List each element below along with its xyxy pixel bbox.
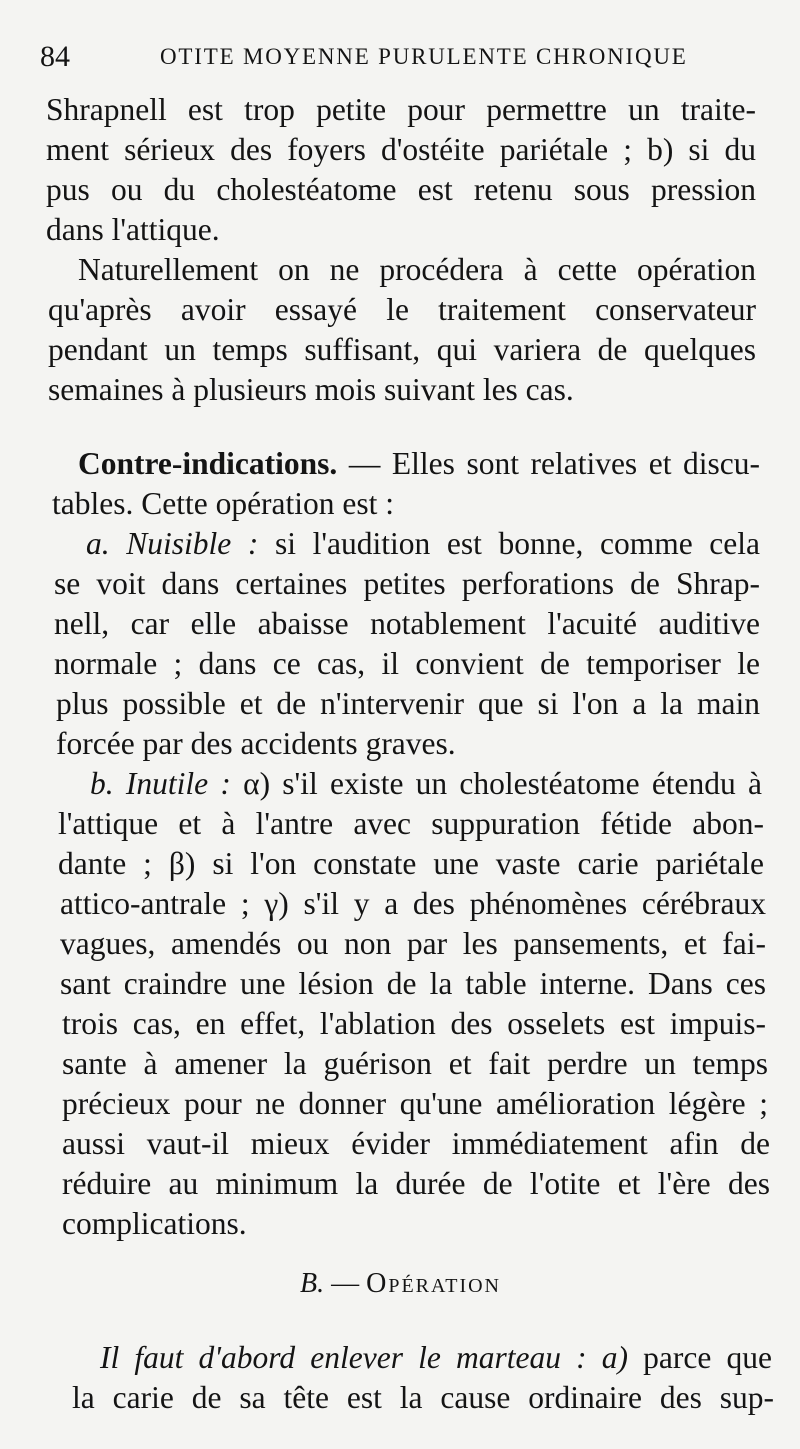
text-span: α) s'il existe un cholestéatome étendu à xyxy=(230,766,763,801)
subheading: Contre-indications. xyxy=(78,446,338,481)
text-line: tables. Cette opération est : xyxy=(52,486,395,521)
text-line: ment sérieux des foyers d'ostéite pariétale ; b) si du xyxy=(46,132,756,167)
text-line: dans l'attique. xyxy=(46,212,220,247)
text-line xyxy=(90,764,762,804)
text-line: forcée par des accidents graves. xyxy=(56,726,456,761)
text-line: semaines à plusieurs mois suivant les cas. xyxy=(48,372,574,407)
text-span: si l'audition est bonne, comme cela xyxy=(258,526,760,561)
text-line: l'attique et à l'antre avec suppuration fétide abon- xyxy=(58,806,764,841)
text-line: sant craindre une lésion de la table interne. Dans ces xyxy=(60,966,766,1001)
text-line: nell, car elle abaisse notablement l'acuité auditive xyxy=(54,606,760,641)
text-line: la carie de sa tête est la cause ordinaire des sup- xyxy=(72,1380,774,1415)
running-title: OTITE MOYENNE PURULENTE CHRONIQUE xyxy=(160,44,688,69)
text-line: réduire au minimum la durée de l'otite et l'ère des xyxy=(62,1166,770,1201)
text-line: plus possible et de n'intervenir que si l'on a la main xyxy=(56,686,760,721)
text-line xyxy=(86,524,760,564)
section-title: Opération xyxy=(366,1268,501,1299)
text-line: trois cas, en effet, l'ablation des osselets est impuis- xyxy=(62,1006,766,1041)
page-number: 84 xyxy=(40,40,70,73)
text-line: complications. xyxy=(62,1206,247,1241)
list-label: b. Inutile : xyxy=(90,766,231,801)
text-line xyxy=(100,1338,772,1378)
text-line: vagues, amendés ou non par les pansements, et fai- xyxy=(60,926,766,961)
text-line: dante ; β) si l'on constate une vaste carie pariétale xyxy=(58,846,764,881)
text-line: Shrapnell est trop petite pour permettre un traite- xyxy=(46,92,756,127)
section-letter: B. xyxy=(300,1268,325,1299)
section-dash: — xyxy=(324,1268,367,1299)
text-line: se voit dans certaines petites perforations de Shrap- xyxy=(54,566,760,601)
list-label: a. Nuisible : xyxy=(86,526,259,561)
text-span-italic: Il faut d'abord enlever le marteau : a) xyxy=(100,1340,629,1375)
running-header xyxy=(40,40,760,76)
text-line: aussi vaut-il mieux évider immédiatement afin de xyxy=(62,1126,770,1161)
text-line: pus ou du cholestéatome est retenu sous pression xyxy=(46,172,756,207)
text-line: pendant un temps suffisant, qui variera de quelques xyxy=(48,332,756,367)
section-heading xyxy=(300,1264,501,1304)
text-span: — Elles sont relatives et discu- xyxy=(337,446,760,481)
text-line: précieux pour ne donner qu'une amélioration légère ; xyxy=(62,1086,768,1121)
text-line: sante à amener la guérison et fait perdre un temps xyxy=(62,1046,768,1081)
text-line: attico-antrale ; γ) s'il y a des phénomènes cérébraux xyxy=(60,886,766,921)
text-span: parce que xyxy=(628,1340,772,1375)
text-line: normale ; dans ce cas, il convient de temporiser le xyxy=(54,646,760,681)
text-line xyxy=(78,444,760,484)
text-line: qu'après avoir essayé le traitement conservateur xyxy=(48,292,756,327)
text-line: Naturellement on ne procédera à cette opération xyxy=(78,252,756,287)
